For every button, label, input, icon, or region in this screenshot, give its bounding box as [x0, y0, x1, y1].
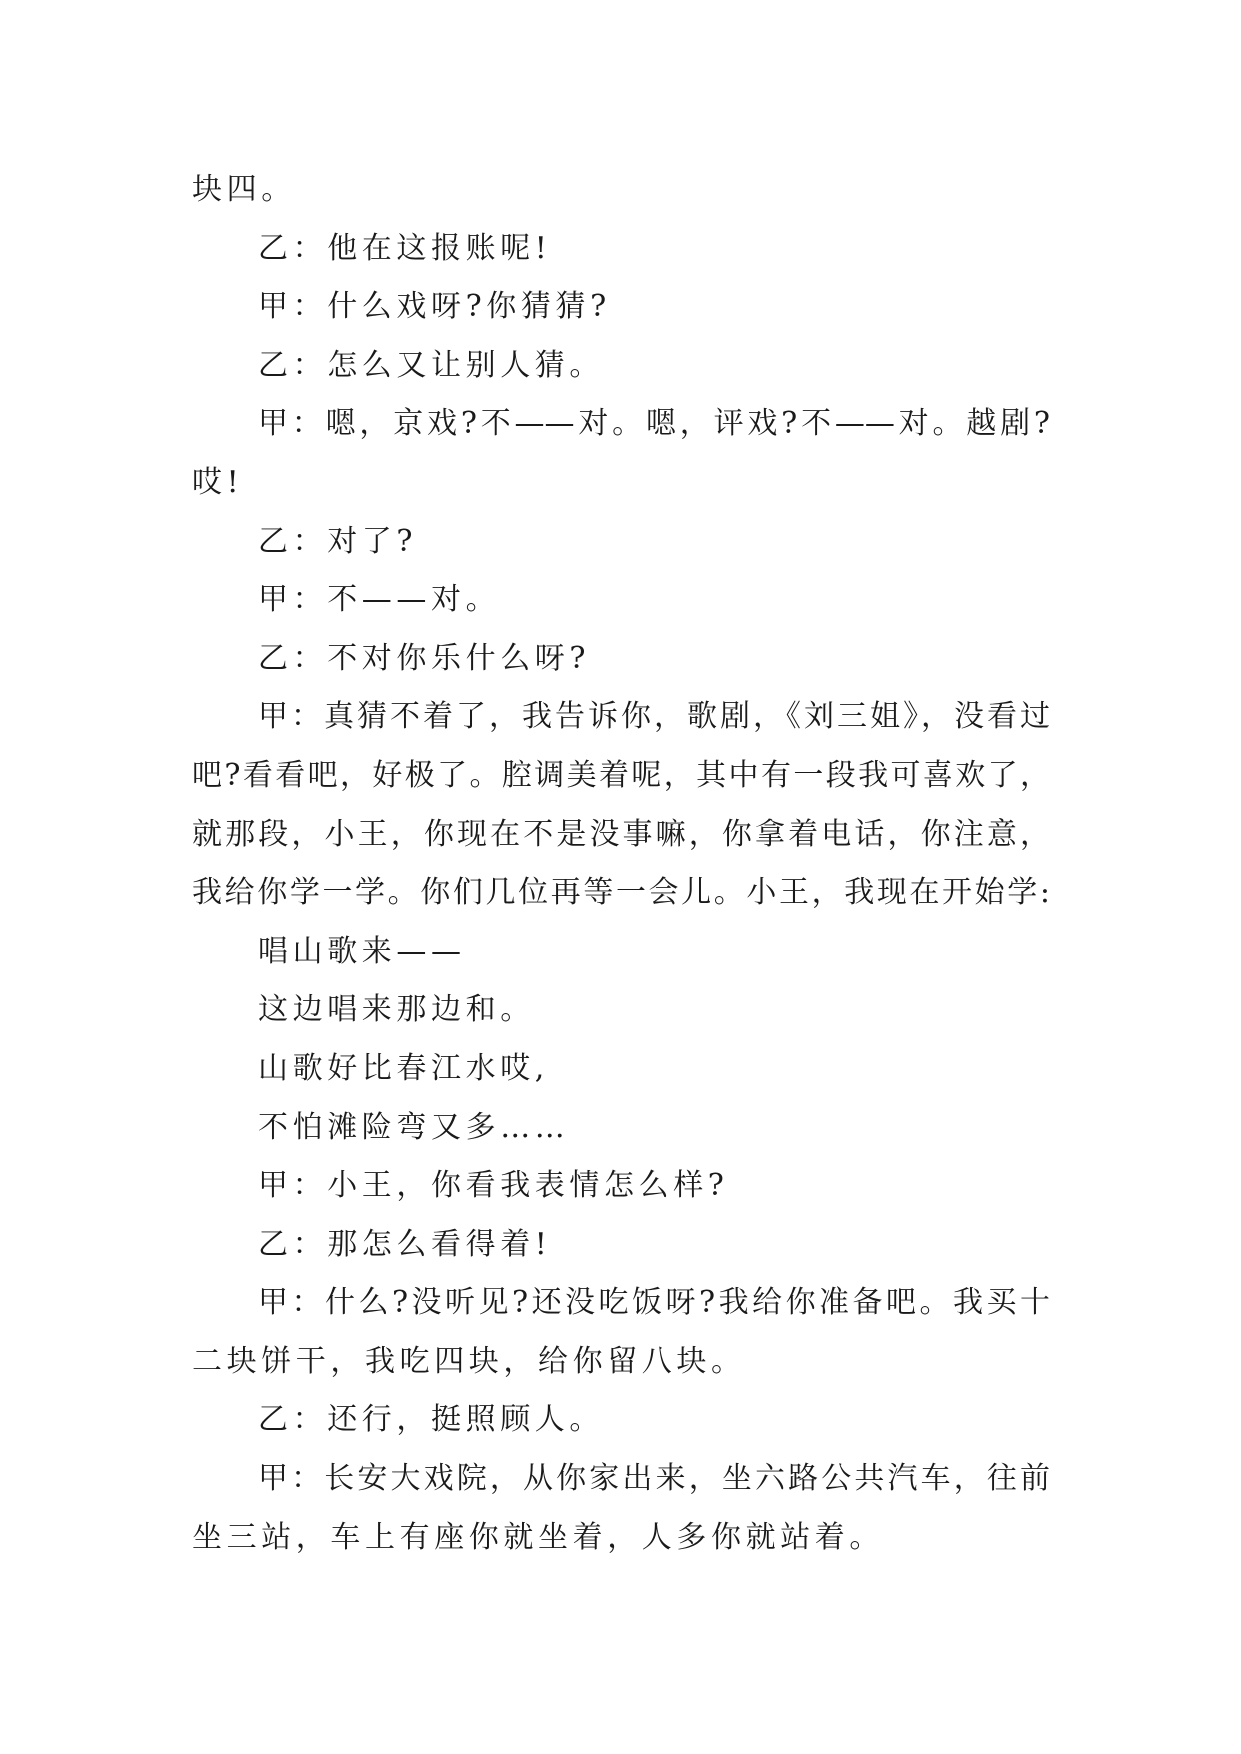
text-line: 甲：什么?没听见?还没吃饭呀?我给你准备吧。我买十	[258, 1285, 1050, 1321]
text-line: 就那段，小王，你现在不是没事嘛，你拿着电话，你注意，	[192, 816, 1050, 852]
text-line: 甲：嗯，京戏?不——对。嗯，评戏?不——对。越剧?	[258, 406, 1050, 442]
text-line: 这边唱来那边和。	[258, 992, 535, 1028]
text-line: 乙：他在这报账呢!	[258, 230, 552, 266]
text-line: 乙：那怎么看得着!	[258, 1226, 552, 1262]
text-line: 甲：小王，你看我表情怎么样?	[258, 1168, 729, 1204]
text-line: 坐三站，车上有座你就坐着，人多你就站着。	[192, 1519, 884, 1555]
text-line: 乙：怎么又让别人猜。	[258, 347, 604, 383]
text-line: 唱山歌来——	[258, 933, 466, 969]
text-line: 不怕滩险弯又多……	[258, 1109, 570, 1145]
text-line: 山歌好比春江水哎,	[258, 1050, 549, 1086]
text-line: 块四。	[192, 172, 296, 207]
text-line: 甲：不——对。	[258, 582, 501, 618]
dialogue-text	[192, 161, 1050, 1567]
text-line: 二块饼干，我吃四块，给你留八块。	[192, 1343, 746, 1379]
text-line: 甲：什么戏呀?你猜猜?	[258, 289, 611, 325]
text-line: 我给你学一学。你们几位再等一会儿。小王，我现在开始学:	[192, 875, 1050, 911]
text-line: 乙：对了?	[258, 523, 418, 559]
text-line: 乙：不对你乐什么呀?	[258, 640, 591, 676]
text-line: 甲：长安大戏院，从你家出来，坐六路公共汽车，往前	[258, 1461, 1050, 1497]
text-line: 乙：还行，挺照顾人。	[258, 1402, 604, 1438]
text-line: 吧?看看吧，好极了。腔调美着呢，其中有一段我可喜欢了，	[192, 757, 1050, 793]
text-line: 甲：真猜不着了，我告诉你，歌剧，《刘三姐》，没看过	[258, 699, 1050, 735]
text-line: 哎!	[192, 464, 244, 500]
